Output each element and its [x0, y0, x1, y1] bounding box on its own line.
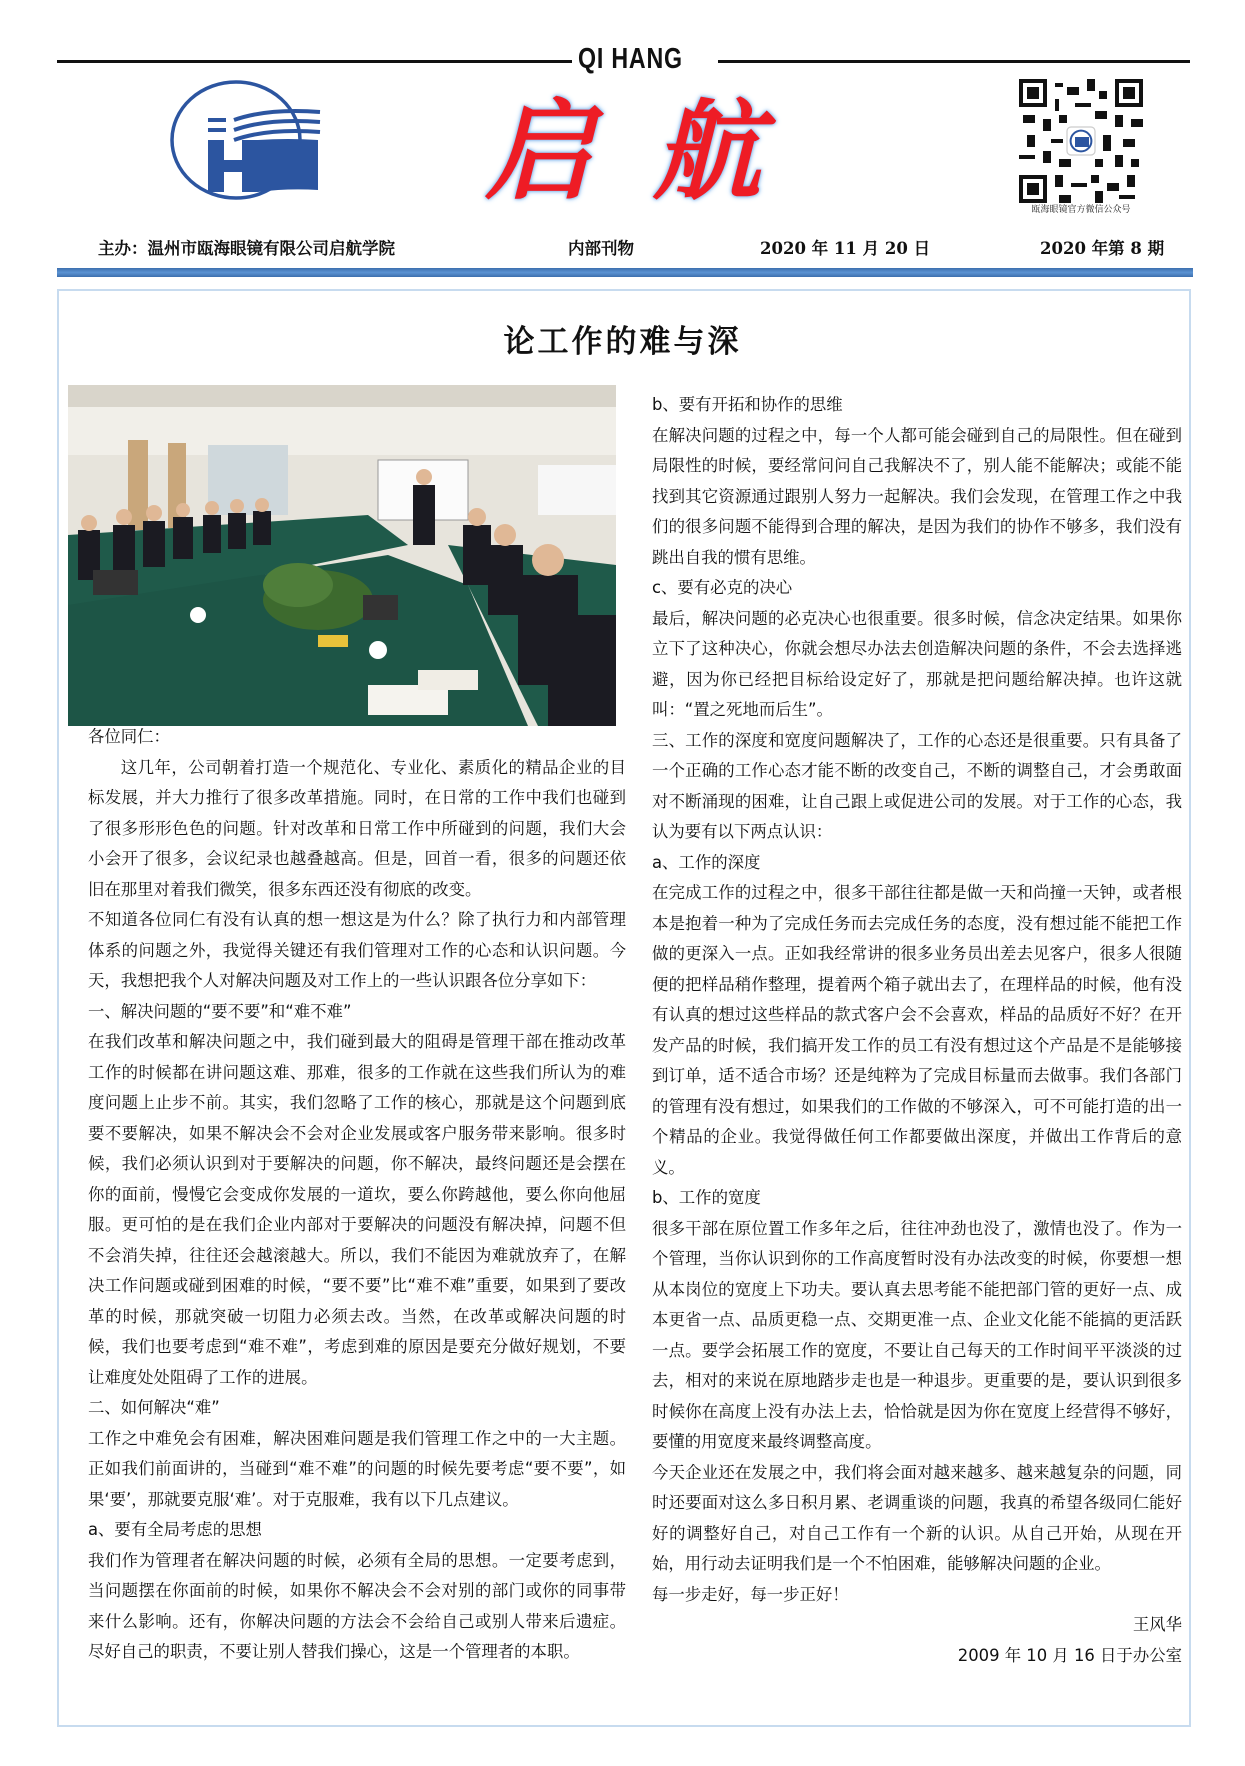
publication-date: 2020 年 11 月 20 日	[760, 239, 931, 258]
author: 王风华	[1132, 1615, 1182, 1634]
paragraph: 不知道各位同仁有没有认真的想一想这是为什么？除了执行力和内部管理体系的问题之外，我觉得关键还有我们管理对工作的心态和认识问题。今天，我想把我个人对解决问题及对工作上的一些认识跟各位分享如下：	[88, 910, 626, 990]
subsection-heading: b、要有开拓和协作的思维	[652, 395, 843, 414]
article-title: 论工作的难与深	[503, 324, 742, 360]
subsection-heading: a、工作的深度	[652, 852, 761, 872]
banner-text: QI HANG	[578, 43, 683, 75]
signoff-date: 2009 年 10 月 16 日于办公室	[957, 1645, 1182, 1665]
meeting-photo	[68, 385, 616, 726]
salutation: 各位同仁：	[88, 727, 170, 746]
masthead-title: 启航	[485, 89, 822, 215]
paragraph: 很多干部在原位置工作多年之后，往往冲劲也没了，激情也没了。作为一个管理，当你认识到你的工作高度暂时没有办法改变的时候，你要想一想从本岗位的宽度上下功夫。要认真去思考能不能把部门管的更好一点、成本更省一点、品质更稳一点、交期更准一点、企业文化能不能搞的更活跃一点。要学会拓展工作的宽度，不要让自己每天的工作时间平平淡淡的过去，相对的来说在原地踏步走也是一种退步。更重要的是，要认识到很多时候你在高度上没有办法上去，恰恰就是因为你在宽度上经营得不够好，要懂的用宽度来最终调整高度。	[652, 1218, 1182, 1451]
qr-code[interactable]	[1019, 79, 1143, 203]
subsection-heading: c、要有必克的决心	[652, 578, 793, 597]
section-heading: 二、如何解决“难”	[88, 1398, 220, 1417]
article-right-column	[652, 390, 1182, 1671]
closing-line: 每一步走好，每一步正好！	[652, 1584, 849, 1604]
section-heading: 一、解决问题的“要不要”和“难不难”	[88, 1001, 352, 1021]
paragraph: 我们作为管理者在解决问题的时候，必须有全局的思想。一定要考虑到，当问题摆在你面前的时候，如果你不解决会不会对别的部门或你的同事带来什么影响。还有，你解决问题的方法会不会给自己或别人带来后遗症。尽好自己的职责，不要让别人替我们操心，这是一个管理者的本职。	[88, 1550, 626, 1661]
subsection-heading: a、要有全局考虑的思想	[88, 1520, 262, 1539]
issue-number: 2020 年第 8 期	[1040, 239, 1165, 258]
publisher: 主办：温州市瓯海眼镜有限公司启航学院	[98, 239, 395, 258]
company-logo	[168, 78, 333, 202]
paragraph: 在完成工作的过程之中，很多干部往往都是做一天和尚撞一天钟，或者根本是抱着一种为了完成任务而去完成任务的态度，没有想过能不能把工作做的更深入一点。正如我经常讲的很多业务员出差去见客户，很多人很随便的把样品稍作整理，提着两个箱子就出去了，在理样品的时候，他有没有认真的想过这些样品的款式客户会不会喜欢，样品的品质好不好？在开发产品的时候，我们搞开发工作的员工有没有想过这个产品是不是能够接到订单，适不适合市场？还是纯粹为了完成目标量而去做事。我们各部门的管理有没有想过，如果我们的工作做的不够深入，可不可能打造的出一个精品的企业。我觉得做任何工作都要做出深度，并做出工作背后的意义。	[652, 883, 1182, 1177]
publication-category: 内部刊物	[568, 239, 634, 258]
paragraph: 在我们改革和解决问题之中，我们碰到最大的阻碍是管理干部在推动改革工作的时候都在讲问题这难、那难，很多的工作就在这些我们所认为的难度问题上止步不前。其实，我们忽略了工作的核心，那就是这个问题到底要不要解决，如果不解决会不会对企业发展或客户服务带来影响。很多时候，我们必须认识到对于要解决的问题，你不解决，最终问题还是会摆在你的面前，慢慢它会变成你发展的一道坎，要么你跨越他，要么你向他屈服。更可怕的是在我们企业内部对于要解决的问题没有解决掉，问题不但不会消失掉，往往还会越滚越大。所以，我们不能因为难就放弃了，在解决工作问题或碰到困难的时候，“要不要”比“难不难”重要，如果到了要改革的时候，那就突破一切阻力必须去改。当然，在改革或解决问题的时候，我们也要考虑到“难不难”，考虑到难的原因是要充分做好规划，不要让难度处处阻碍了工作的进展。	[88, 1032, 626, 1387]
header-rule-left	[57, 60, 572, 63]
subsection-heading: b、工作的宽度	[652, 1188, 761, 1207]
header-rule-right	[718, 60, 1190, 63]
article-left-column	[88, 722, 626, 1668]
section-heading: 三、工作的深度和宽度问题解决了，工作的心态还是很重要。只有具备了一个正确的工作心态才能不断的改变自己，不断的调整自己，才会勇敢面对不断涌现的困难，让自己跟上或促进公司的发展。对于工作的心态，我认为要有以下两点认识：	[652, 730, 1182, 841]
paragraph: 今天企业还在发展之中，我们将会面对越来越多、越来越复杂的问题，同时还要面对这么多日积月累、老调重谈的问题，我真的希望各级同仁能好好的调整好自己，对自己工作有一个新的认识。从自己开始，从现在开始，用行动去证明我们是一个不怕困难，能够解决问题的企业。	[652, 1462, 1182, 1573]
paragraph: 在解决问题的过程之中，每一个人都可能会碰到自己的局限性。但在碰到局限性的时候，要经常问问自己我解决不了，别人能不能解决；或能不能找到其它资源通过跟别人努力一起解决。我们会发现，在管理工作之中我们的很多问题不能得到合理的解决，是因为我们的协作不够多，我们没有跳出自我的惯有思维。	[652, 425, 1182, 567]
paragraph: 最后，解决问题的必克决心也很重要。很多时候，信念决定结果。如果你立下了这种决心，你就会想尽办法去创造解决问题的条件，不会去选择逃避，因为你已经把目标给设定好了，那就是把问题给解决掉。也许这就叫：“置之死地而后生”。	[652, 608, 1182, 719]
paragraph: 工作之中难免会有困难，解决困难问题是我们管理工作之中的一大主题。正如我们前面讲的，当碰到“难不难”的问题的时候先要考虑“要不要”，如果‘要’，那就要克服‘难’。对于克服难，我有以下几点建议。	[88, 1428, 626, 1509]
paragraph: 这几年，公司朝着打造一个规范化、专业化、素质化的精品企业的目标发展，并大力推行了很多改革措施。同时，在日常的工作中我们也碰到了很多形形色色的问题。针对改革和日常工作中所碰到的问题，我们大会小会开了很多，会议纪录也越叠越高。但是，回首一看，很多的问题还依旧在那里对着我们微笑，很多东西还没有彻底的改变。	[88, 757, 626, 899]
qr-caption: 瓯海眼镜官方微信公众号	[1031, 205, 1131, 215]
header-divider-bar	[57, 268, 1193, 277]
